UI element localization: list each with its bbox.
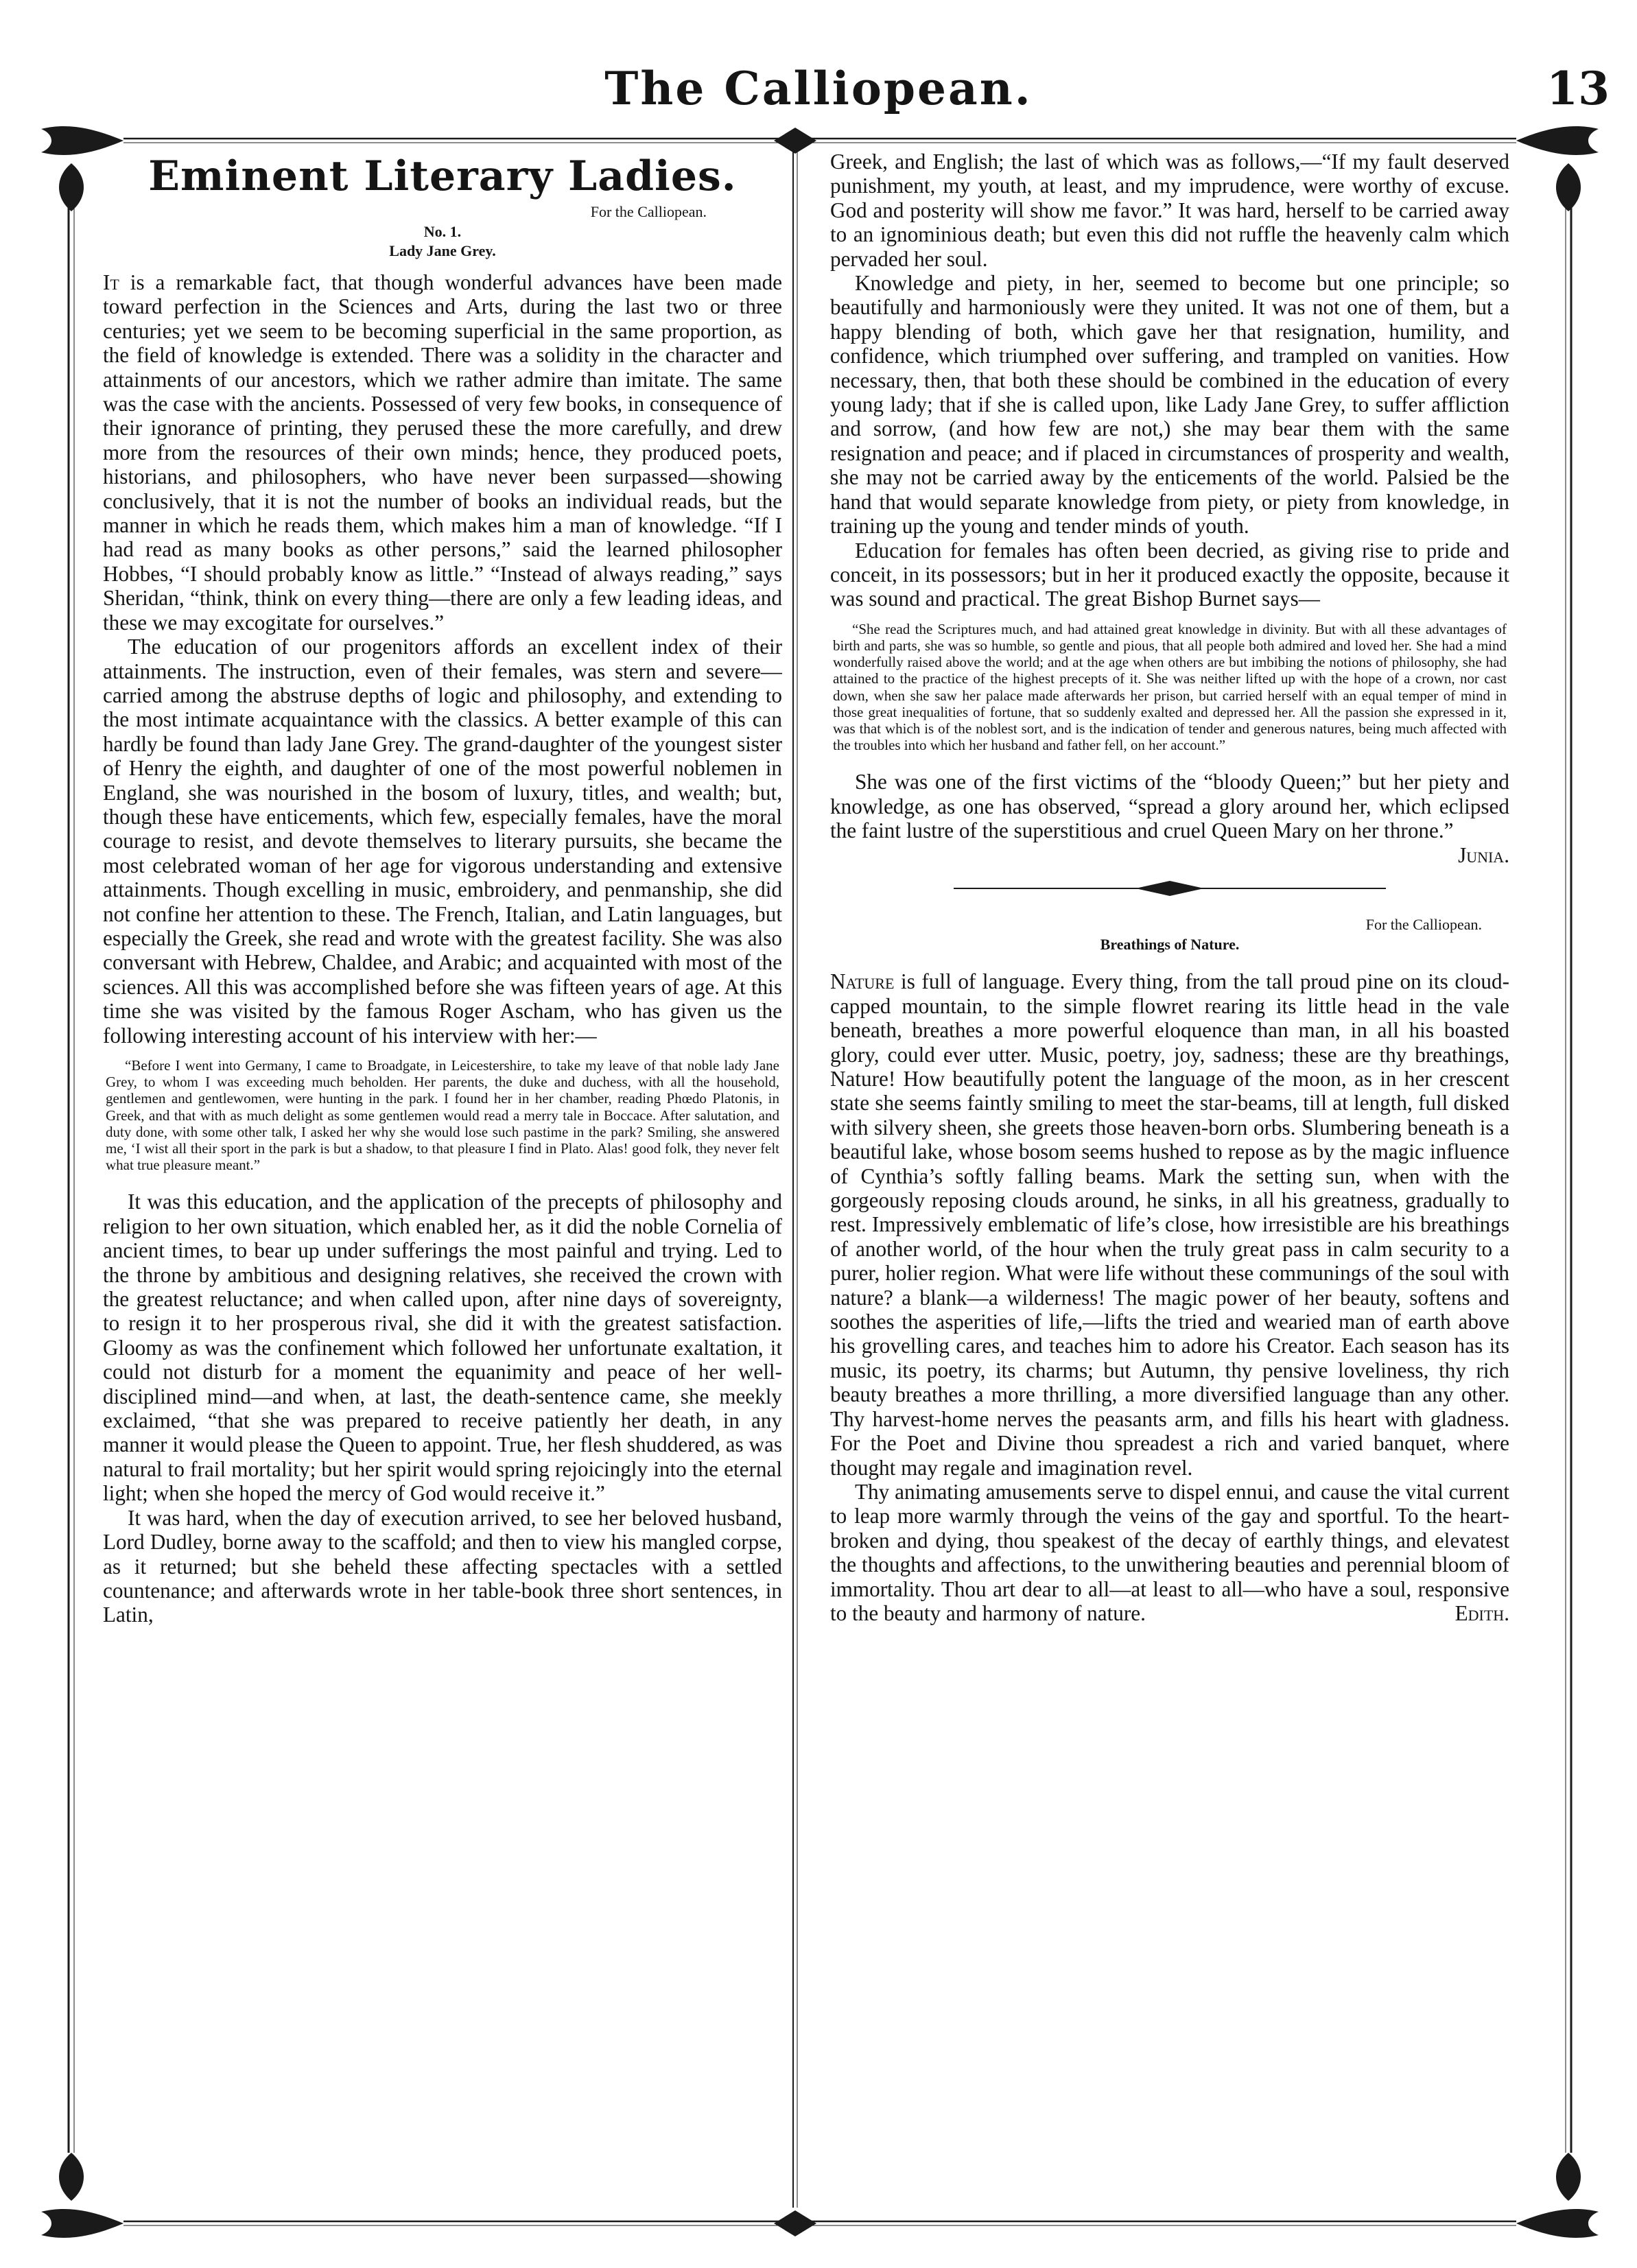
paragraph-text: is a remarkable fact, that though wonderful advances have been made toward perfection in the Sciences and Arts, during the last two or three centuries; yet we seem to be becoming superficial in the same proportion, as the field of knowledge is extended. There was a solidity in the character and attainments of our ancestors, which we rather admire than imitate. The same was the case with the ancients. Possessed of very few books, in consequence of their ignorance of printing, they perused these the more carefully, and drew more from the resources of their own minds; hence, they produced poets, historians, and philosophers, who have never been surpassed—showing conclusively, that it is not the number of books an individual reads, but the manner in which he reads them, which makes him a man of knowledge. “If I had read as many books as other persons,” said the learned philosopher Hobbes, “I should probably know as little.” “Instead of always reading,” says Sheridan, “think, think on every thing—there are only a few leading ideas, and these we may excogitate for ourselves.” bbox=[103, 270, 782, 635]
paragraph: It was this education, and the application of the precepts of philosophy and religion to her own situation, which enabled her, as it did the noble Cornelia of ancient times, to bear up under sufferings the most painful and trying. Led to the throne by ambitious and designing relatives, she received the crown with the greatest reluctance; and when called upon, after nine days of sovereignty, to resign it to her prosperous rival, she did it with the greatest satisfaction. Gloomy as was the confinement which followed her unfortunate exaltation, it could not disturb for a moment the equanimity and peace of her well-disciplined mind—and when, at last, the death-sentence came, she meekly exclaimed, “that she was prepared to receive patiently her death, in any manner it would please the Queen to appoint. True, her flesh shuddered, as was natural to frail mortality; but her spirit would spring rejoicingly into the eternal light; when she hoped the mercy of God would receive it.” bbox=[103, 1190, 782, 1506]
article-title: Eminent Literary Ladies. bbox=[148, 152, 737, 200]
running-head bbox=[0, 62, 1637, 123]
article-title: Breathings of Nature. bbox=[1100, 936, 1240, 954]
block-quote: “She read the Scriptures much, and had attained great knowledge in divinity. But with all these advantages of birth and parts, she was so humble, so gentle and pious, that all people both admired and loved her. She had a mind wonderfully raised above the world; and at the age when others are but imbibing the notions of philosophy, she had attained to the practice of the highest precepts of it. She was neither lifted up with the hope of a crown, nor cast down, when she saw her palace made afterwards her prison, but carried herself with an equal temper of mind in those great inequalities of fortune, that so suddenly exalted and depressed her. All the passion she expressed in it, was that which is of the noblest sort, and is the indication of tender and generous natures, being much affected with the troubles into which her husband and father fell, on her account.” bbox=[833, 620, 1507, 754]
article-number: No. 1. bbox=[423, 223, 462, 240]
paragraph-text: is full of language. Every thing, from the tall proud pine on its cloud-capped mountain, to the simple flowret rearing its little head in the vale beneath, breathes a more powerful eloquence than man, in all his boasted glory, could ever utter. Music, poetry, joy, sadness; these are thy breathings, Nature! How beautifully potent the language of the moon, as in her crescent state she seems faintly smiling to meet the star-beams, till at length, full disked with silvery sheen, she greets those heaven-born orbs. Slumbering beneath is a beautiful lake, whose bosom seems hushed to repose as by the magic influence of Cynthia’s softly falling beams. Mark the setting sun, when with the gorgeously reposing clouds around, he sinks, in all his greatness, gradually to rest. Impressively emblematic of life’s close, how irresistible are his breathings of another world, of the hour when the truly great pass in calm security to a purer, holier region. What were life without these communings of the soul with nature? a blank—a wilderness! The magic power of her beauty, softens and soothes the asperities of life,—lifts the tried and wearied man of earth above his grovelling cares, and teaches him to adore his Creator. Each season has its music, its poetry, its charms; but Autumn, thy pensive loveliness, thy rich beauty breathes a more thrilling, a more diversified language than any other. Thy harvest-home nerves the peasants arm, and fills his heart with gladness. For the Poet and Divine thou spreadest a rich and varied banquet, where thought may regale and imagination revel. bbox=[830, 969, 1509, 1480]
signature: Junia. bbox=[1458, 842, 1509, 867]
article-byline: For the Calliopean. bbox=[1365, 916, 1482, 934]
paragraph bbox=[830, 770, 1509, 867]
paragraph: Education for females has often been decried, as giving rise to pride and conceit, in its possessors; but in her it produced exactly the opposite, because it was sound and practical. The great Bishop Burnet says— bbox=[830, 538, 1509, 611]
masthead: The Calliopean. bbox=[604, 62, 1033, 115]
paragraph-text: Thy animating amusements serve to dispel ennui, and cause the vital current to leap more warmly through the veins of the gay and sportful. To the heart-broken and dying, thou speakest of the decay of earthly things, and elevatest the thoughts and affections, to the unwithering beauties and perennial bloom of immortality. Thou art dear to all—at least to all—who have a soul, responsive to the beauty and harmony of nature. bbox=[830, 1479, 1509, 1625]
paragraph bbox=[103, 270, 782, 635]
lead-word: It bbox=[103, 270, 119, 294]
paragraph: The education of our progenitors affords an excellent index of their attainments. The instruction, even of their females, was stern and severe—carried among the abstruse depths of logic and philosophy, and extending to the most intimate acquaintance with the classics. A better example of this can hardly be found than lady Jane Grey. The grand-daughter of the youngest sister of Henry the eighth, and daughter of one of the most powerful noblemen in England, she was nourished in the bosom of luxury, titles, and wealth; but, though these have enticements, which few, especially females, have the moral courage to resist, and devote themselves to literary pursuits, she became the most celebrated woman of her age for vigorous understanding and extensive attainments. Though excelling in music, embroidery, and penmanship, she did not confine her attention to these. The French, Italian, and Latin languages, but especially the Greek, she read and wrote with the greatest facility. She was also conversant with Hebrew, Chaldee, and Arabic; and acquainted with most of the sciences. All this was accomplished before she was fifteen years of age. At this time she was visited by the famous Roger Ascham, who has given us the following interesting account of his interview with her:— bbox=[103, 635, 782, 1048]
left-column bbox=[103, 151, 782, 2209]
paragraph bbox=[830, 1480, 1509, 1625]
article-byline: For the Calliopean. bbox=[590, 203, 707, 220]
paragraph: It was hard, when the day of execution arrived, to see her beloved husband, Lord Dudley, borne away to the scaffold; and then to view his mangled corpse, as it returned; but she beheld these affecting spectacles with a settled countenance; and afterwards wrote in her table-book three short sentences, in Latin, bbox=[103, 1505, 782, 1627]
paragraph-text: She was one of the first victims of the “bloody Queen;” but her piety and knowledge, as one has observed, “spread a glory around her, which eclipsed the faint lustre of the superstitious and cruel Queen Mary on her throne.” bbox=[830, 770, 1509, 843]
page-number: 13 bbox=[1546, 62, 1610, 115]
block-quote: “Before I went into Germany, I came to Broadgate, in Leicestershire, to take my leave of that noble lady Jane Grey, to whom I was exceeding much beholden. Her parents, the duke and duchess, with all the household, gentlemen and gentlewomen, were hunting in the park. I found her in her chamber, reading Phœdo Platonis, in Greek, and that with as much delight as some gentlemen would read a merry tale in Boccace. After salutation, and duty done, with some other talk, I asked her why she would lose such pastime in the park? Smiling, she answered me, ‘I wist all their sport in the park is but a shadow, to that pleasure I find in Plato. Alas! good folk, they never felt what true pleasure meant.” bbox=[106, 1057, 779, 1174]
lead-word: Nature bbox=[830, 969, 895, 994]
paragraph: Knowledge and piety, in her, seemed to become but one principle; so beautifully and harmoniously were they united. It was not one of them, but a happy blending of both, which gave her that resignation, humility, and confidence, which triumphed over suffering, and trampled on vanities. How necessary, then, that both these should be combined in the education of every young lady; that if she is called upon, like Lady Jane Grey, to suffer affliction and sorrow, (and how few are not,) she may bear them with the same resignation and peace; and if placed in circumstances of prosperity and wealth, she may not be carried away by the enticements of the world. Palsied be the hand that would separate knowledge from piety, or piety from knowledge, in training up the young and tender minds of youth. bbox=[830, 271, 1509, 539]
right-column bbox=[830, 150, 1509, 2208]
paragraph bbox=[830, 969, 1509, 1480]
article-subject: Lady Jane Grey. bbox=[389, 242, 496, 259]
paragraph: Greek, and English; the last of which was as follows,—“If my fault deserved punishment, my youth, at least, and my imprudence, were worthy of excuse. God and posterity will show me favor.” It was hard, herself to be carried away to an ignominious death; but even this did not ruffle the heavenly calm which pervaded her soul. bbox=[830, 150, 1509, 271]
signature: Edith. bbox=[1455, 1600, 1509, 1625]
section-divider bbox=[830, 878, 1509, 899]
